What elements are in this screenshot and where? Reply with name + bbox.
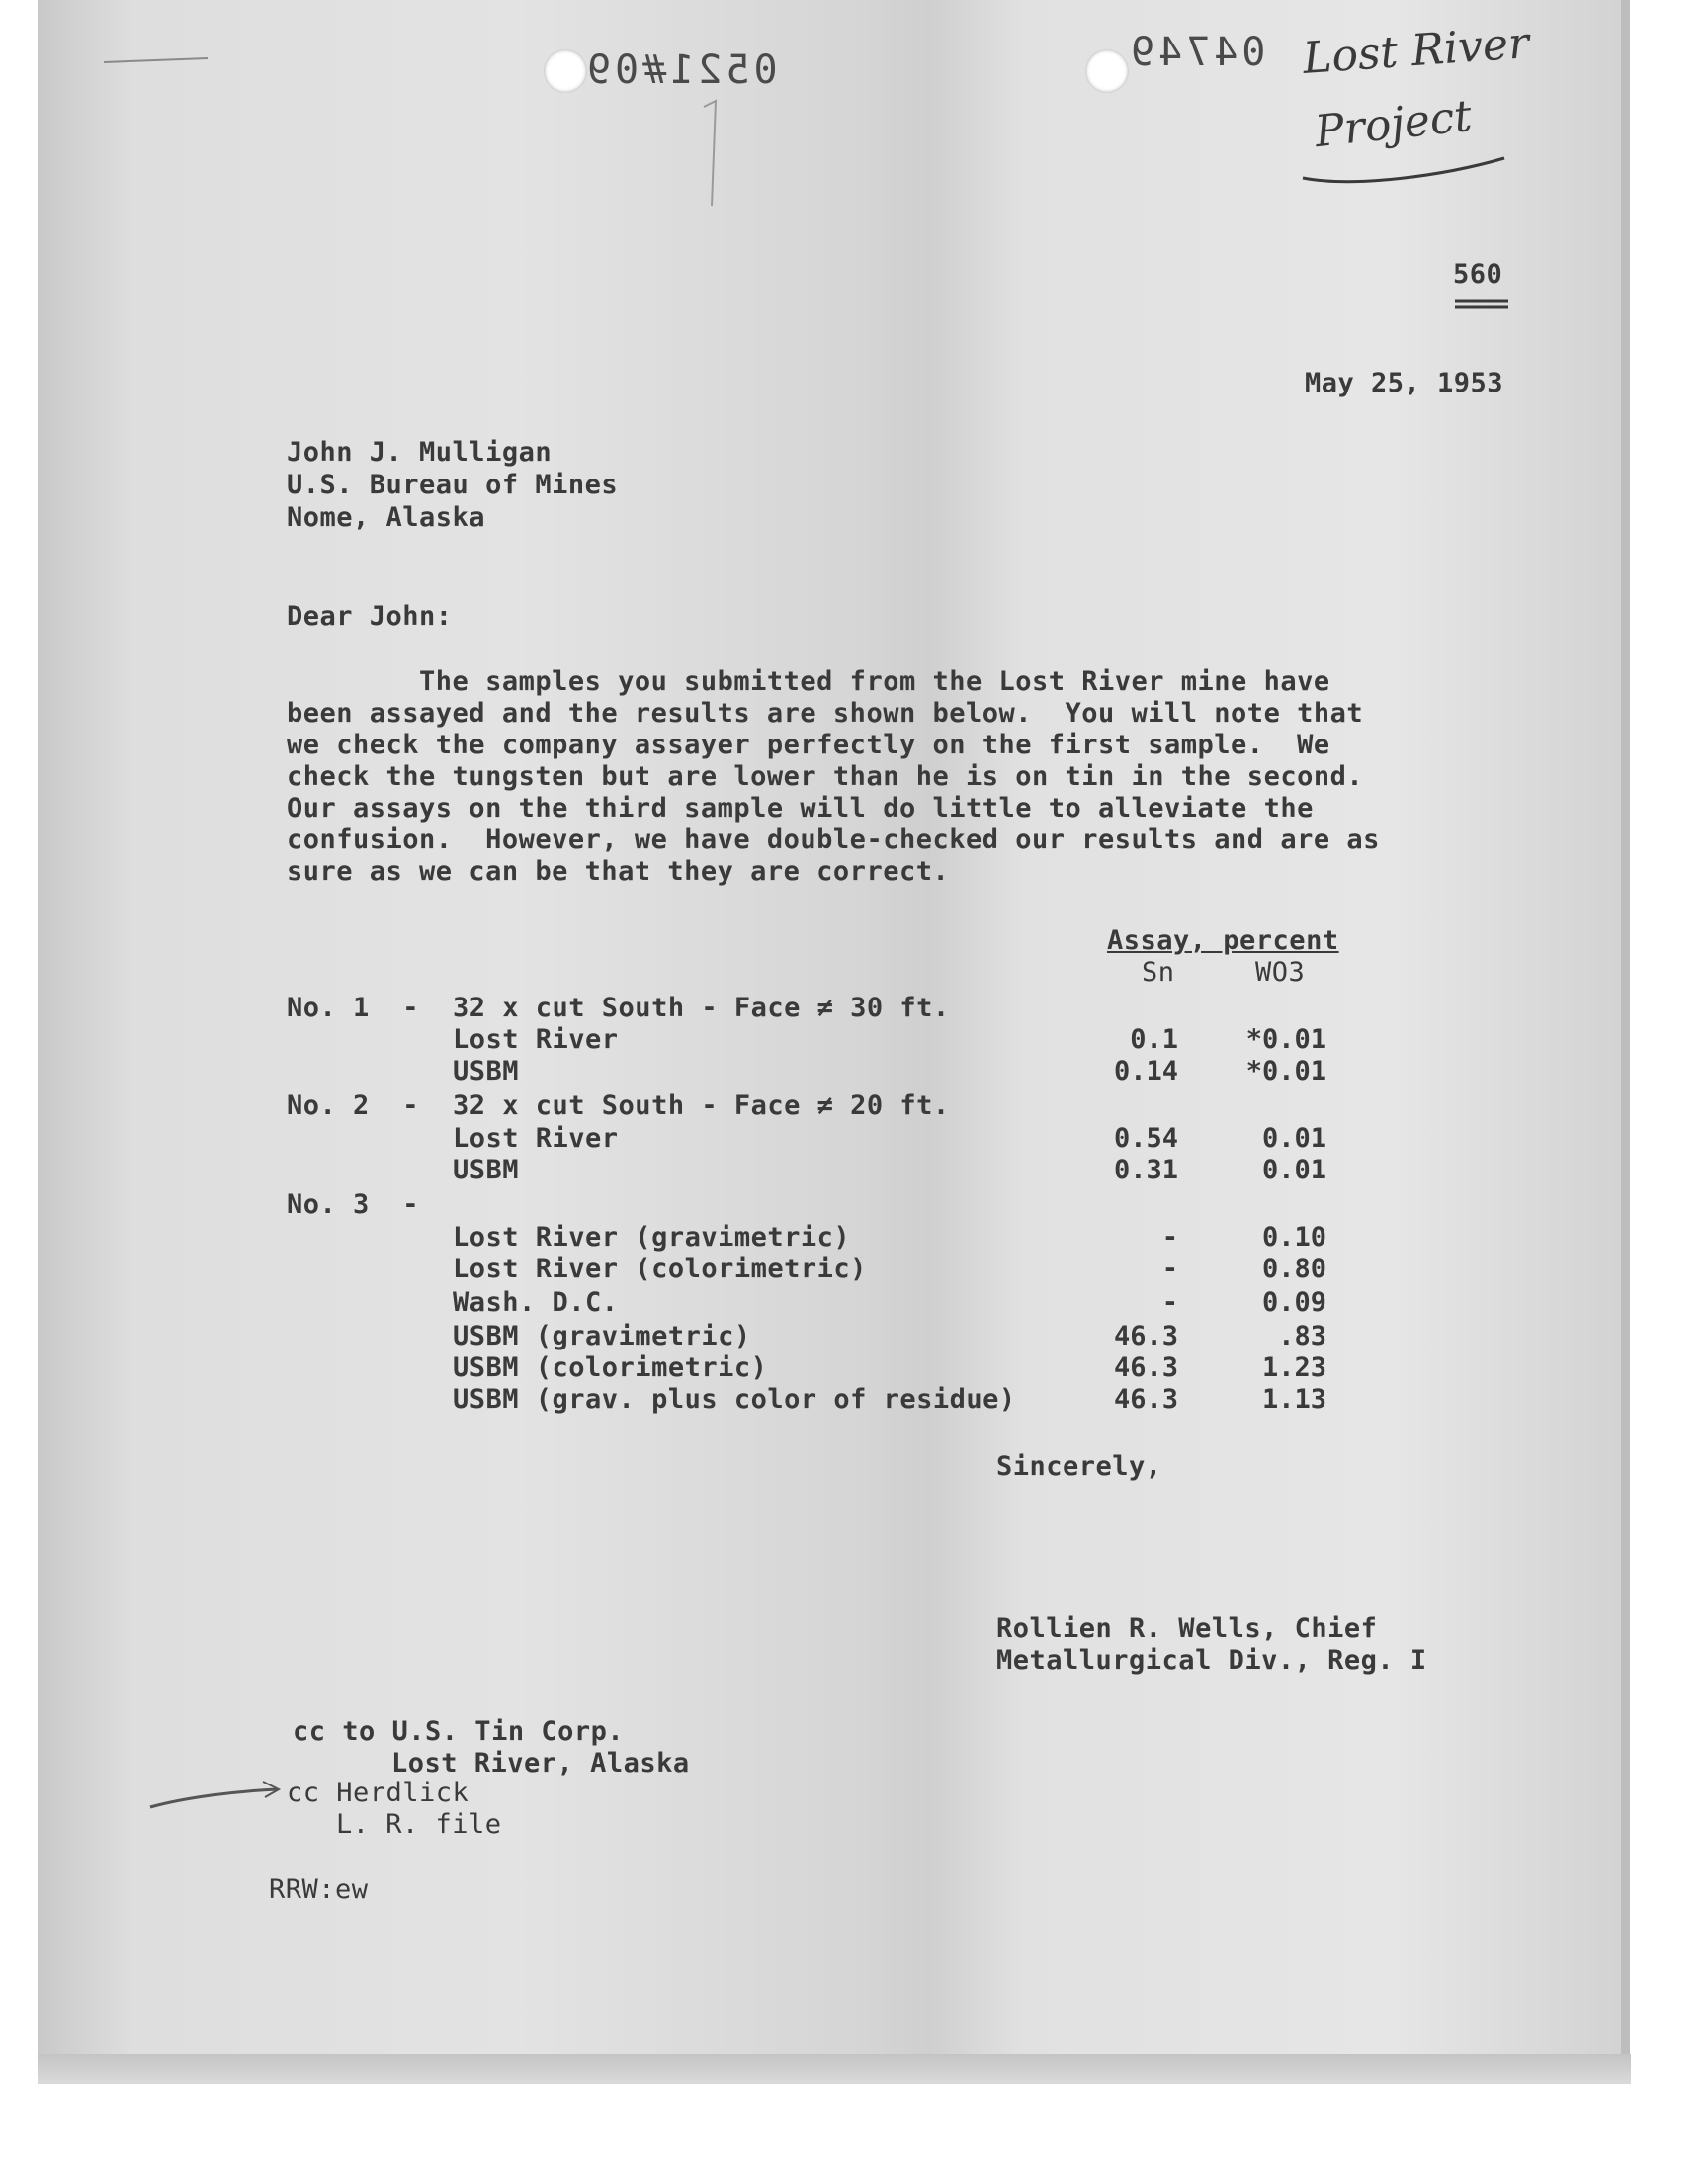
punch-hole-left [544, 49, 587, 93]
handwritten-project-line1: Lost River [1301, 18, 1531, 84]
signature-name: Rollien R. Wells, Chief [996, 1613, 1378, 1644]
handwritten-underline [1295, 148, 1512, 188]
assay-row-name: USBM (grav. plus color of residue) [453, 1384, 1016, 1415]
assay-value-sn: 46.3 [1113, 1352, 1178, 1383]
file-number: 560 [1453, 259, 1503, 290]
sample-description: 32 x cut South - Face ≠ 20 ft. [453, 1090, 950, 1121]
assay-value-wo3: *0.01 [1245, 1024, 1326, 1055]
assay-value-sn: - [1161, 1254, 1178, 1284]
body-line: The samples you submitted from the Lost River mine have [287, 666, 1330, 697]
assay-value-wo3: *0.01 [1245, 1056, 1326, 1087]
stamp-number-right: 04749 [1127, 30, 1266, 75]
assay-value-sn: 46.3 [1113, 1321, 1178, 1351]
typist-initials: RRW:ew [269, 1874, 369, 1905]
assay-row-name: Wash. D.C. [453, 1287, 619, 1318]
assay-value-sn: 0.1 [1130, 1024, 1178, 1055]
assay-value-sn: - [1161, 1287, 1178, 1318]
cc-line: cc Herdlick [287, 1778, 470, 1808]
recipient-location: Nome, Alaska [287, 502, 486, 533]
assay-row-name: USBM (gravimetric) [453, 1321, 751, 1351]
column-sn: Sn [1142, 957, 1175, 988]
assay-value-sn: 0.14 [1113, 1056, 1178, 1087]
sample-description: 32 x cut South - Face ≠ 30 ft. [453, 993, 950, 1023]
assay-value-wo3: 0.01 [1261, 1155, 1326, 1185]
assay-value-sn: 46.3 [1113, 1384, 1178, 1415]
body-line: been assayed and the results are shown below. You will note that [287, 698, 1364, 729]
assay-row-name: USBM (colorimetric) [453, 1352, 768, 1383]
punch-hole-right [1085, 49, 1129, 93]
assay-value-sn: - [1161, 1222, 1178, 1253]
assay-value-sn: 0.54 [1113, 1123, 1178, 1154]
assay-row-name: USBM [453, 1155, 520, 1185]
cc-line: Lost River, Alaska [391, 1748, 690, 1779]
body-line: sure as we can be that they are correct. [287, 856, 950, 887]
body-line: check the tungsten but are lower than he is on tin in the second. [287, 761, 1364, 792]
assay-value-wo3: .83 [1278, 1321, 1326, 1351]
stamp-number-left: 0521#09 [583, 47, 778, 93]
file-number-underline [1453, 297, 1512, 312]
body-line: confusion. However, we have double-checked our results and are as [287, 825, 1380, 855]
assay-row-name: Lost River (colorimetric) [453, 1254, 867, 1284]
letter-date: May 25, 1953 [1305, 368, 1504, 398]
handwritten-arrow [146, 1776, 285, 1815]
assay-value-wo3: 0.01 [1261, 1123, 1326, 1154]
assay-value-wo3: 1.23 [1261, 1352, 1326, 1383]
assay-row-name: Lost River [453, 1024, 619, 1055]
cc-line: L. R. file [336, 1809, 502, 1840]
assay-value-wo3: 0.80 [1261, 1254, 1326, 1284]
left-edge-mark [99, 44, 217, 74]
closing: Sincerely, [996, 1451, 1162, 1482]
body-line: we check the company assayer perfectly on the first sample. We [287, 730, 1330, 760]
sheet-edge [1621, 0, 1630, 2056]
body-line: Our assays on the third sample will do little to alleviate the [287, 793, 1314, 824]
cc-line: cc to U.S. Tin Corp. [293, 1716, 625, 1747]
assay-value-sn: 0.31 [1113, 1155, 1178, 1185]
assay-row-name: Lost River (gravimetric) [453, 1222, 851, 1253]
assay-value-wo3: 1.13 [1261, 1384, 1326, 1415]
assay-value-wo3: 0.09 [1261, 1287, 1326, 1318]
sample-label: No. 1 - [287, 993, 420, 1023]
margin-line [698, 67, 727, 216]
column-wo3: WO3 [1255, 957, 1306, 988]
letter-sheet [38, 0, 1629, 2084]
signature-title: Metallurgical Div., Reg. I [996, 1645, 1427, 1676]
sample-label: No. 3 - [287, 1189, 420, 1220]
recipient-org: U.S. Bureau of Mines [287, 470, 619, 500]
sample-label: No. 2 - [287, 1090, 420, 1121]
assay-header: Assay, percent [1107, 925, 1339, 956]
assay-row-name: Lost River [453, 1123, 619, 1154]
assay-row-name: USBM [453, 1056, 520, 1087]
recipient-name: John J. Mulligan [287, 437, 553, 468]
handwritten-project-line2: Project [1312, 90, 1475, 158]
salutation: Dear John: [287, 601, 453, 632]
assay-value-wo3: 0.10 [1261, 1222, 1326, 1253]
sheet-bottom-shadow [38, 2054, 1631, 2084]
